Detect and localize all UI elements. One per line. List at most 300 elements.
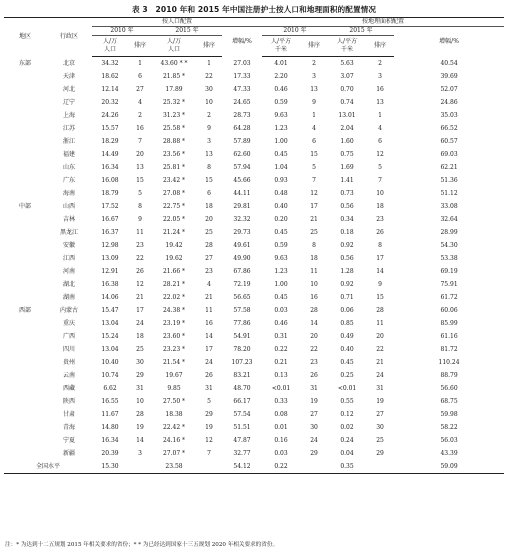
area-rank-2010-cell: 24 xyxy=(310,436,318,444)
pop-rank-2015-cell: 31 xyxy=(205,384,213,392)
pop-2010-cell: 18.79 xyxy=(101,189,119,197)
pop-rank-2010-cell: 4 xyxy=(138,98,142,106)
area-2010-cell: 9.63 xyxy=(274,254,288,262)
total-pop-2010: 15.30 xyxy=(92,460,128,474)
pop-2015-cell: 22.02 * xyxy=(162,293,186,301)
area-2010-cell: 1.00 xyxy=(274,137,288,145)
area-rank-2010-cell: 13 xyxy=(310,85,318,93)
header-per-area-2010: 人/平方 千米 xyxy=(262,36,300,57)
area-2015-cell: 5.63 xyxy=(340,59,354,67)
pop-2015-cell: 27.50 * xyxy=(162,397,186,405)
area-growth-cell: 69.03 xyxy=(440,150,458,158)
area-growth-cell: 51.12 xyxy=(440,189,458,197)
table-row xyxy=(4,369,504,382)
area-rank-2010-cell: 19 xyxy=(310,397,318,405)
header-pop-growth: 增幅/% xyxy=(232,37,252,45)
pop-growth-cell: 45.66 xyxy=(233,176,251,184)
table-row xyxy=(4,356,504,369)
area-2015-cell: 1.28 xyxy=(340,267,354,275)
pop-2010-cell: 10.74 xyxy=(101,371,119,379)
province-cell: 四川 xyxy=(62,345,75,353)
area-2010-cell: 1.00 xyxy=(274,280,288,288)
area-growth-cell: 60.06 xyxy=(440,306,458,314)
pop-growth-cell: 83.21 xyxy=(233,371,251,379)
area-2010-cell: 0.01 xyxy=(274,423,288,431)
province-cell: 北京 xyxy=(62,59,75,67)
pop-rank-2010-cell: 10 xyxy=(136,397,144,405)
pop-rank-2015-cell: 24 xyxy=(205,358,213,366)
area-growth-cell: 51.36 xyxy=(440,176,458,184)
header-area-growth: 增幅/% xyxy=(439,37,459,45)
pop-growth-cell: 29.73 xyxy=(233,228,251,236)
pop-growth-cell: 49.61 xyxy=(233,241,251,249)
pop-growth-cell: 72.19 xyxy=(233,280,251,288)
area-growth-cell: 110.24 xyxy=(438,358,460,366)
area-2015-cell: 0.40 xyxy=(340,345,354,353)
header-area-2015: 2015 年 xyxy=(328,27,394,36)
province-cell: 海南 xyxy=(62,189,75,197)
area-rank-2015-cell: 31 xyxy=(376,384,384,392)
total-pop-growth: 54.12 xyxy=(222,460,262,474)
pop-rank-2010-cell: 18 xyxy=(136,332,144,340)
area-2015-cell: 0.45 xyxy=(340,358,354,366)
pop-rank-2015-cell: 29 xyxy=(205,410,213,418)
pop-rank-2010-cell: 20 xyxy=(136,150,144,158)
pop-rank-2010-cell: 21 xyxy=(136,293,144,301)
pop-2015-cell: 25.58 * xyxy=(162,124,186,132)
area-growth-cell: 54.30 xyxy=(440,241,458,249)
pop-rank-2010-cell: 29 xyxy=(136,371,144,379)
pop-2015-cell: 18.38 xyxy=(165,410,183,418)
area-2010-cell: 1.23 xyxy=(274,267,288,275)
area-rank-2010-cell: 1 xyxy=(312,111,316,119)
area-growth-cell: 81.72 xyxy=(440,345,458,353)
province-cell: 河南 xyxy=(62,267,75,275)
header-per-pop-2010: 人/万 人口 xyxy=(92,36,128,57)
pop-2015-cell: 28.21 * xyxy=(162,280,186,288)
area-rank-2010-cell: 8 xyxy=(312,241,316,249)
pop-rank-2010-cell: 28 xyxy=(136,410,144,418)
area-2015-cell: 1.60 xyxy=(340,137,354,145)
area-rank-2010-cell: 17 xyxy=(310,202,318,210)
area-2010-cell: 0.16 xyxy=(274,436,288,444)
table-row xyxy=(4,187,504,200)
area-rank-2010-cell: 4 xyxy=(312,124,316,132)
area-growth-cell: 56.03 xyxy=(440,436,458,444)
area-2010-cell: 9.63 xyxy=(274,111,288,119)
pop-2010-cell: 16.34 xyxy=(101,436,119,444)
province-cell: 黑龙江 xyxy=(59,228,78,236)
region-cell xyxy=(4,135,46,148)
area-rank-2015-cell: 30 xyxy=(376,423,384,431)
pop-rank-2010-cell: 6 xyxy=(138,72,142,80)
region-cell xyxy=(4,278,46,291)
area-rank-2010-cell: 27 xyxy=(310,410,318,418)
pop-2015-cell: 25.32 * xyxy=(162,98,186,106)
region-cell xyxy=(4,148,46,161)
region-cell xyxy=(4,330,46,343)
pop-rank-2015-cell: 16 xyxy=(205,319,213,327)
province-cell: 广西 xyxy=(62,332,75,340)
pop-rank-2015-cell: 25 xyxy=(205,228,213,236)
pop-rank-2010-cell: 7 xyxy=(138,137,142,145)
pop-2015-cell: 19.67 xyxy=(165,371,183,379)
header-area-2010: 2010 年 xyxy=(262,27,328,36)
pop-growth-cell: 44.11 xyxy=(233,189,251,197)
pop-rank-2010-cell: 9 xyxy=(138,215,142,223)
area-growth-cell: 56.60 xyxy=(440,384,458,392)
pop-rank-2010-cell: 13 xyxy=(136,163,144,171)
province-cell: 湖南 xyxy=(62,293,75,301)
header-pop-2010: 2010 年 xyxy=(92,27,152,36)
pop-2010-cell: 15.47 xyxy=(101,306,119,314)
table-row xyxy=(4,135,504,148)
area-growth-cell: 61.16 xyxy=(440,332,458,340)
pop-rank-2015-cell: 2 xyxy=(207,111,211,119)
area-rank-2015-cell: 21 xyxy=(376,358,384,366)
area-2015-cell: 3.07 xyxy=(340,72,354,80)
area-rank-2010-cell: 7 xyxy=(312,176,316,184)
pop-2015-cell: 25.81 * xyxy=(162,163,186,171)
area-2015-cell: 0.04 xyxy=(340,449,354,457)
pop-2010-cell: 10.40 xyxy=(101,358,119,366)
pop-growth-cell: 62.60 xyxy=(233,150,251,158)
pop-growth-cell: 27.03 xyxy=(233,59,251,67)
province-cell: 吉林 xyxy=(62,215,75,223)
pop-growth-cell: 57.94 xyxy=(233,163,251,171)
pop-2010-cell: 34.32 xyxy=(101,59,119,67)
area-rank-2010-cell: 3 xyxy=(312,72,316,80)
area-2015-cell: 1.41 xyxy=(340,176,354,184)
area-rank-2015-cell: 20 xyxy=(376,332,384,340)
province-cell: 山东 xyxy=(62,163,75,171)
pop-rank-2015-cell: 4 xyxy=(207,280,211,288)
pop-rank-2010-cell: 30 xyxy=(136,358,144,366)
area-rank-2010-cell: 21 xyxy=(310,215,318,223)
area-rank-2015-cell: 28 xyxy=(376,306,384,314)
table-row xyxy=(4,291,504,304)
region-cell xyxy=(4,447,46,460)
area-rank-2010-cell: 26 xyxy=(310,371,318,379)
header-rank: 排序 xyxy=(366,36,394,57)
pop-rank-2010-cell: 12 xyxy=(136,280,144,288)
region-cell xyxy=(4,356,46,369)
header-pop-2015: 2015 年 xyxy=(152,27,222,36)
area-2015-cell: 0.74 xyxy=(340,98,354,106)
total-empty xyxy=(300,460,328,474)
table-row xyxy=(4,421,504,434)
area-rank-2010-cell: 12 xyxy=(310,189,318,197)
province-cell: 河北 xyxy=(62,85,75,93)
table-row xyxy=(4,200,504,213)
header-per-area-2015: 人/平方 千米 xyxy=(328,36,366,57)
pop-2015-cell: 23.60 * xyxy=(162,332,186,340)
area-rank-2015-cell: 1 xyxy=(378,111,382,119)
area-2010-cell: 0.48 xyxy=(274,189,288,197)
area-rank-2010-cell: 23 xyxy=(310,358,318,366)
table-row xyxy=(4,343,504,356)
total-pop-2015: 23.58 xyxy=(152,460,196,474)
area-2010-cell: 0.93 xyxy=(274,176,288,184)
pop-rank-2015-cell: 20 xyxy=(205,215,213,223)
region-cell xyxy=(4,70,46,83)
area-growth-cell: 33.08 xyxy=(440,202,458,210)
pop-rank-2010-cell: 15 xyxy=(136,176,144,184)
area-rank-2015-cell: 3 xyxy=(378,72,382,80)
area-rank-2015-cell: 12 xyxy=(376,150,384,158)
total-label: 全国水平 xyxy=(4,460,92,474)
total-row xyxy=(4,460,504,474)
pop-2010-cell: 12.14 xyxy=(101,85,119,93)
area-rank-2015-cell: 26 xyxy=(376,228,384,236)
pop-rank-2010-cell: 14 xyxy=(136,436,144,444)
area-2015-cell: 0.06 xyxy=(340,306,354,314)
province-cell: 天津 xyxy=(62,72,75,80)
area-growth-cell: 68.75 xyxy=(440,397,458,405)
pop-2015-cell: 22.75 * xyxy=(162,202,186,210)
area-rank-2015-cell: 19 xyxy=(376,397,384,405)
pop-rank-2010-cell: 5 xyxy=(138,189,142,197)
table-note: 注：* 为达到十二五规划 2015 年相关要求的省份；* * 为已经达到国家十三五规划 2020 年相关要求的省份。 xyxy=(5,542,279,548)
pop-rank-2010-cell: 16 xyxy=(136,124,144,132)
table-body xyxy=(4,57,504,474)
table-row xyxy=(4,408,504,421)
pop-rank-2015-cell: 12 xyxy=(205,436,213,444)
area-2010-cell: 0.13 xyxy=(274,371,288,379)
pop-2010-cell: 15.57 xyxy=(101,124,119,132)
table-title: 表 3 2010 年和 2015 年中国注册护士按人口和地理面积的配置情况 xyxy=(131,5,377,14)
pop-2010-cell: 11.67 xyxy=(101,410,119,418)
area-growth-cell: 66.52 xyxy=(440,124,458,132)
region-cell: 中部 xyxy=(18,202,31,210)
pop-2015-cell: 21.54 * xyxy=(162,358,186,366)
area-2010-cell: 1.04 xyxy=(274,163,288,171)
pop-growth-cell: 47.87 xyxy=(233,436,251,444)
region-cell xyxy=(4,291,46,304)
table-row xyxy=(4,395,504,408)
area-rank-2015-cell: 14 xyxy=(376,267,384,275)
region-cell xyxy=(4,434,46,447)
header-area-group: 按地理面积配置 xyxy=(262,18,504,27)
area-rank-2015-cell: 2 xyxy=(378,59,382,67)
pop-growth-cell: 67.86 xyxy=(233,267,251,275)
province-cell: 宁夏 xyxy=(62,436,75,444)
pop-2010-cell: 18.62 xyxy=(101,72,119,80)
area-2015-cell: 0.12 xyxy=(340,410,354,418)
area-growth-cell: 75.91 xyxy=(440,280,458,288)
area-rank-2010-cell: 22 xyxy=(310,345,318,353)
pop-2015-cell: 24.16 * xyxy=(162,436,186,444)
total-empty xyxy=(366,460,394,474)
area-2015-cell: 0.02 xyxy=(340,423,354,431)
area-rank-2010-cell: 20 xyxy=(310,332,318,340)
table-row xyxy=(4,57,504,70)
pop-2015-cell: 27.07 * xyxy=(162,449,186,457)
table-row xyxy=(4,70,504,83)
pop-growth-cell: 28.73 xyxy=(233,111,251,119)
area-rank-2015-cell: 25 xyxy=(376,436,384,444)
area-rank-2015-cell: 6 xyxy=(378,137,382,145)
region-cell: 西部 xyxy=(18,306,31,314)
area-rank-2015-cell: 16 xyxy=(376,85,384,93)
pop-2010-cell: 18.29 xyxy=(101,137,119,145)
total-empty xyxy=(128,460,152,474)
pop-2010-cell: 16.38 xyxy=(101,280,119,288)
region-cell xyxy=(4,317,46,330)
pop-2015-cell: 19.42 xyxy=(165,241,183,249)
pop-2010-cell: 13.04 xyxy=(101,345,119,353)
pop-growth-cell: 66.17 xyxy=(233,397,251,405)
area-rank-2015-cell: 22 xyxy=(376,345,384,353)
area-rank-2015-cell: 7 xyxy=(378,176,382,184)
header-region: 地区 xyxy=(4,18,46,57)
pop-2010-cell: 20.32 xyxy=(101,98,119,106)
table-row xyxy=(4,317,504,330)
area-rank-2015-cell: 27 xyxy=(376,410,384,418)
pop-rank-2010-cell: 23 xyxy=(136,241,144,249)
pop-rank-2015-cell: 15 xyxy=(205,176,213,184)
region-cell xyxy=(4,174,46,187)
area-2015-cell: 0.24 xyxy=(340,436,354,444)
header-rank: 排序 xyxy=(128,36,152,57)
table-row xyxy=(4,148,504,161)
pop-growth-cell: 77.86 xyxy=(233,319,251,327)
pop-2015-cell: 17.89 xyxy=(165,85,183,93)
table-row xyxy=(4,265,504,278)
region-cell xyxy=(4,122,46,135)
area-2015-cell: 0.70 xyxy=(340,85,354,93)
pop-rank-2010-cell: 25 xyxy=(136,345,144,353)
table-row xyxy=(4,109,504,122)
pop-growth-cell: 64.28 xyxy=(233,124,251,132)
province-cell: 云南 xyxy=(62,371,75,379)
pop-2015-cell: 43.60 * * xyxy=(160,59,188,67)
area-rank-2015-cell: 11 xyxy=(376,319,384,327)
area-2015-cell: 0.92 xyxy=(340,280,354,288)
pop-2015-cell: 22.05 * xyxy=(162,215,186,223)
area-2010-cell: <0.01 xyxy=(271,384,291,392)
pop-growth-cell: 48.70 xyxy=(233,384,251,392)
area-2015-cell: 0.85 xyxy=(340,319,354,327)
pop-2015-cell: 21.66 * xyxy=(162,267,186,275)
area-rank-2010-cell: 14 xyxy=(310,319,318,327)
pop-growth-cell: 56.65 xyxy=(233,293,251,301)
area-2010-cell: 0.20 xyxy=(274,215,288,223)
pop-rank-2015-cell: 3 xyxy=(207,137,211,145)
province-cell: 甘肃 xyxy=(62,410,75,418)
region-cell xyxy=(4,369,46,382)
area-rank-2015-cell: 18 xyxy=(376,202,384,210)
header-rank: 排序 xyxy=(300,36,328,57)
area-2015-cell: 0.75 xyxy=(340,150,354,158)
area-rank-2010-cell: 5 xyxy=(312,163,316,171)
pop-2010-cell: 16.08 xyxy=(101,176,119,184)
area-2010-cell: 0.33 xyxy=(274,397,288,405)
pop-2015-cell: 23.23 * xyxy=(162,345,186,353)
area-rank-2015-cell: 15 xyxy=(376,293,384,301)
area-2015-cell: 0.34 xyxy=(340,215,354,223)
pop-rank-2010-cell: 27 xyxy=(136,85,144,93)
area-rank-2010-cell: 30 xyxy=(310,423,318,431)
pop-2015-cell: 23.42 * xyxy=(162,176,186,184)
area-rank-2015-cell: 13 xyxy=(376,98,384,106)
area-2015-cell: 0.25 xyxy=(340,371,354,379)
area-2015-cell: 0.56 xyxy=(340,254,354,262)
area-growth-cell: 52.07 xyxy=(440,85,458,93)
region-cell xyxy=(4,382,46,395)
area-2010-cell: 0.40 xyxy=(274,202,288,210)
area-2010-cell: 4.01 xyxy=(274,59,288,67)
pop-2010-cell: 16.37 xyxy=(101,228,119,236)
pop-2015-cell: 23.19 * xyxy=(162,319,186,327)
province-cell: 山西 xyxy=(62,202,75,210)
province-cell: 安徽 xyxy=(62,241,75,249)
pop-2010-cell: 24.26 xyxy=(101,111,119,119)
pop-growth-cell: 107.23 xyxy=(231,358,253,366)
province-cell: 陕西 xyxy=(62,397,75,405)
province-cell: 湖北 xyxy=(62,280,75,288)
pop-rank-2015-cell: 30 xyxy=(205,85,213,93)
area-growth-cell: 61.72 xyxy=(440,293,458,301)
pop-growth-cell: 32.77 xyxy=(233,449,251,457)
pop-rank-2015-cell: 6 xyxy=(207,189,211,197)
pop-2015-cell: 9.85 xyxy=(167,384,181,392)
area-2010-cell: 0.03 xyxy=(274,449,288,457)
header-per-pop-2015: 人/万 人口 xyxy=(152,36,196,57)
total-area-2010: 0.22 xyxy=(262,460,300,474)
pop-growth-cell: 24.65 xyxy=(233,98,251,106)
pop-2015-cell: 27.08 * xyxy=(162,189,186,197)
header-rank: 排序 xyxy=(196,36,222,57)
area-growth-cell: 59.98 xyxy=(440,410,458,418)
pop-2015-cell: 23.56 * xyxy=(162,150,186,158)
area-rank-2010-cell: 28 xyxy=(310,306,318,314)
pop-2015-cell: 31.23 * xyxy=(162,111,186,119)
pop-growth-cell: 78.20 xyxy=(233,345,251,353)
pop-growth-cell: 17.33 xyxy=(233,72,251,80)
pop-rank-2015-cell: 21 xyxy=(205,293,213,301)
pop-rank-2010-cell: 31 xyxy=(136,384,144,392)
region-cell: 东部 xyxy=(18,59,31,67)
area-2015-cell: 0.92 xyxy=(340,241,354,249)
area-2010-cell: 0.46 xyxy=(274,85,288,93)
pop-rank-2015-cell: 17 xyxy=(205,345,213,353)
area-2010-cell: 0.59 xyxy=(274,241,288,249)
area-rank-2015-cell: 23 xyxy=(376,215,384,223)
province-cell: 江苏 xyxy=(62,124,75,132)
total-area-growth: 59.09 xyxy=(394,460,504,474)
area-growth-cell: 69.19 xyxy=(440,267,458,275)
table-row xyxy=(4,96,504,109)
province-cell: 广东 xyxy=(62,176,75,184)
header-province: 行政区 xyxy=(46,18,92,57)
pop-2010-cell: 12.98 xyxy=(101,241,119,249)
region-cell xyxy=(4,187,46,200)
pop-2010-cell: 14.49 xyxy=(101,150,119,158)
area-2015-cell: 2.04 xyxy=(340,124,354,132)
table-row xyxy=(4,278,504,291)
area-2015-cell: 0.56 xyxy=(340,202,354,210)
pop-growth-cell: 47.33 xyxy=(233,85,251,93)
province-cell: 青海 xyxy=(62,423,75,431)
area-growth-cell: 24.86 xyxy=(440,98,458,106)
area-2015-cell: 0.71 xyxy=(340,293,354,301)
area-2010-cell: 0.59 xyxy=(274,98,288,106)
province-cell: 浙江 xyxy=(62,137,75,145)
area-2010-cell: 0.31 xyxy=(274,332,288,340)
pop-growth-cell: 32.32 xyxy=(233,215,251,223)
pop-growth-cell: 29.81 xyxy=(233,202,251,210)
